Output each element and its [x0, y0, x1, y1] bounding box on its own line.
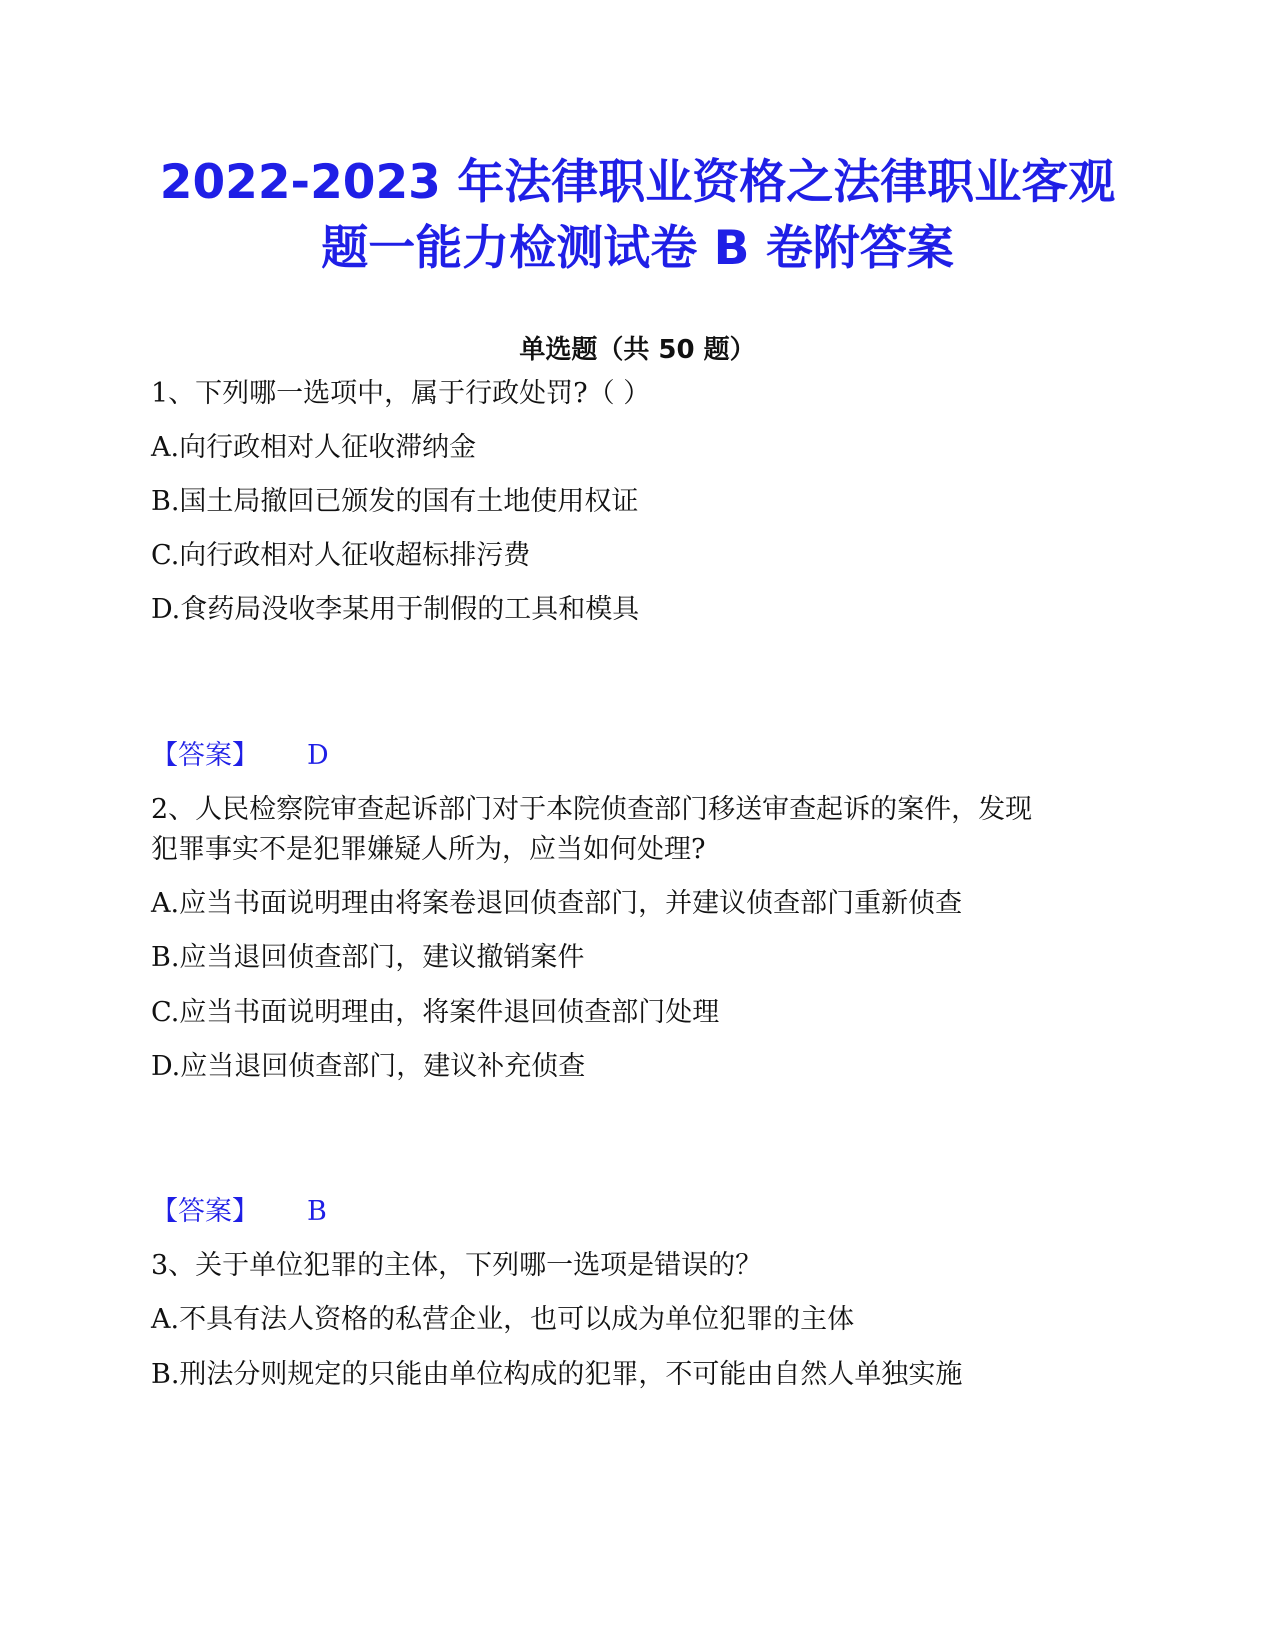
question-1-option-b: B.国土局撤回已颁发的国有土地使用权证 — [151, 486, 639, 517]
answer-label: 【答案】 — [151, 1196, 259, 1227]
section-heading: 单选题（共 50 题） — [519, 335, 756, 365]
question-2-stem-line-1: 2、人民检察院审查起诉部门对于本院侦查部门移送审查起诉的案件，发现 — [151, 794, 1033, 825]
question-1-option-a: A.向行政相对人征收滞纳金 — [151, 432, 477, 463]
question-1-stem: 1、下列哪一选项中，属于行政处罚?（ ） — [151, 378, 651, 409]
question-2-option-a: A.应当书面说明理由将案卷退回侦查部门，并建议侦查部门重新侦查 — [151, 888, 963, 919]
question-1-option-d: D.食药局没收李某用于制假的工具和模具 — [151, 594, 640, 625]
question-1-answer — [151, 736, 329, 776]
answer-label: 【答案】 — [151, 740, 259, 771]
question-2-option-d: D.应当退回侦查部门，建议补充侦查 — [151, 1051, 586, 1082]
question-2-option-c: C.应当书面说明理由，将案件退回侦查部门处理 — [151, 997, 720, 1028]
question-2-stem-line-2: 犯罪事实不是犯罪嫌疑人所为，应当如何处理? — [151, 834, 706, 865]
question-3-option-b: B.刑法分则规定的只能由单位构成的犯罪，不可能由自然人单独实施 — [151, 1359, 963, 1390]
answer-value: D — [307, 740, 329, 771]
document-title — [120, 150, 1155, 282]
question-2-option-b: B.应当退回侦查部门，建议撤销案件 — [151, 942, 585, 973]
question-3-stem: 3、关于单位犯罪的主体，下列哪一选项是错误的？ — [151, 1250, 763, 1281]
title-line-2: 题一能力检测试卷 B 卷附答案 — [321, 221, 954, 276]
question-2-answer — [151, 1192, 327, 1232]
question-3-option-a: A.不具有法人资格的私营企业，也可以成为单位犯罪的主体 — [151, 1304, 855, 1335]
title-line-1: 2022-2023 年法律职业资格之法律职业客观 — [159, 155, 1116, 210]
answer-value: B — [307, 1196, 327, 1227]
question-1-option-c: C.向行政相对人征收超标排污费 — [151, 540, 531, 571]
